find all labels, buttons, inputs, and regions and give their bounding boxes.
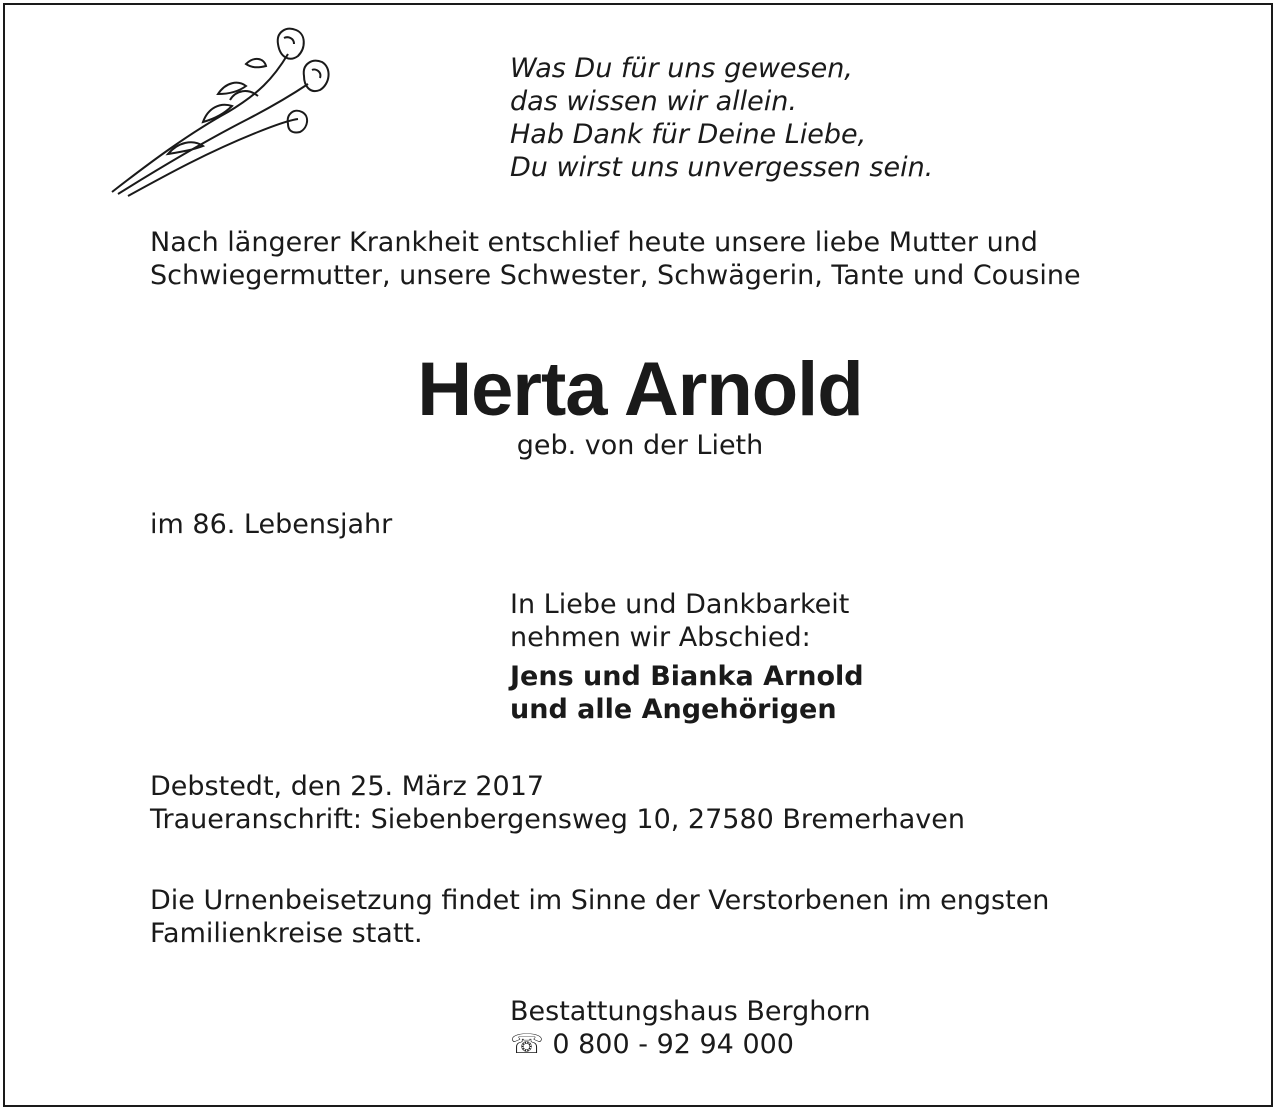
intro-text <box>150 226 1081 292</box>
roses-icon <box>108 24 338 199</box>
verse-line: Du wirst uns unvergessen sein. <box>510 152 934 183</box>
maiden-name: geb. von der Lieth <box>516 430 764 461</box>
farewell-text <box>510 588 849 654</box>
undertaker-phone: 0 800 - 92 94 000 <box>552 1029 794 1060</box>
mourners-text <box>510 660 864 726</box>
verse-line: das wissen wir allein. <box>510 86 797 117</box>
intro-line: Schwiegermutter, unsere Schwester, Schwägerin, Tante und Cousine <box>150 260 1081 291</box>
undertaker-name: Bestattungshaus Berghorn <box>510 996 871 1027</box>
poem-verse <box>510 52 933 184</box>
mourner-line: und alle Angehörigen <box>510 694 837 725</box>
undertaker-phone-row <box>510 1028 871 1061</box>
mourner-line: Jens und Bianka Arnold <box>510 661 864 692</box>
undertaker-info <box>510 995 871 1061</box>
place-date: Debstedt, den 25. März 2017 <box>150 771 545 802</box>
age-text: im 86. Lebensjahr <box>150 509 393 540</box>
burial-text <box>150 884 1049 950</box>
intro-line: Nach längerer Krankheit entschlief heute unsere liebe Mutter und <box>150 227 1038 258</box>
farewell-line: In Liebe und Dankbarkeit <box>510 589 850 620</box>
phone-icon: ☏ <box>510 1029 544 1060</box>
verse-line: Hab Dank für Deine Liebe, <box>510 119 867 150</box>
deceased-name: Herta Arnold <box>417 347 863 432</box>
verse-line: Was Du für uns gewesen, <box>510 53 853 84</box>
place-address <box>150 770 965 836</box>
burial-line: Familienkreise statt. <box>150 918 423 949</box>
farewell-line: nehmen wir Abschied: <box>510 622 811 653</box>
mourning-address: Traueranschrift: Siebenbergensweg 10, 27580 Bremerhaven <box>150 804 965 835</box>
burial-line: Die Urnenbeisetzung findet im Sinne der Verstorbenen im engsten <box>150 885 1050 916</box>
